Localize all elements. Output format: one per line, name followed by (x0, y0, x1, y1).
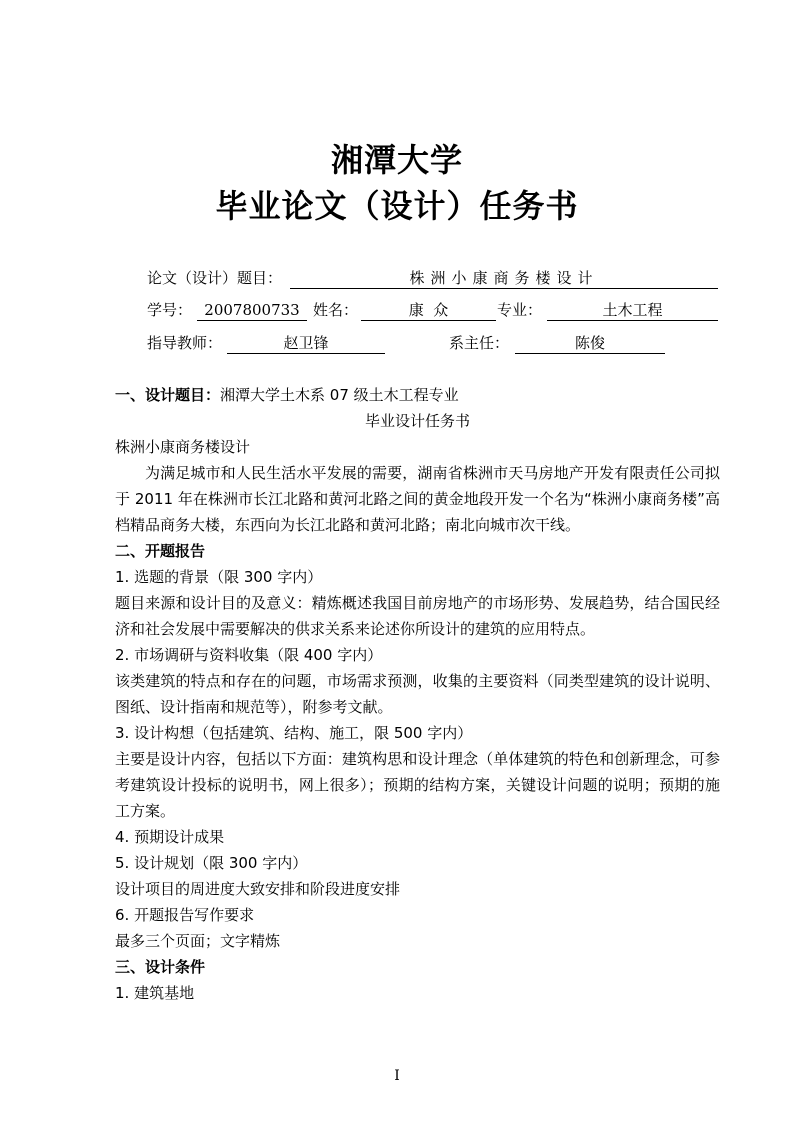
section-1-subtitle: 毕业设计任务书 (364, 412, 470, 430)
item-2-6-text: 最多三个页面；文字精炼 (115, 932, 281, 950)
item-2-3-text: 主要是设计内容，包括以下方面：建筑构思和设计理念（单体建筑的特色和创新理念，可参考建筑设计投标的说明书，网上很多）；预期的结构方案，关键设计问题的说明；预期的施工方案。 (115, 750, 720, 820)
section-1-project: 株洲小康商务楼设计 (115, 438, 251, 456)
student-info-line (147, 300, 722, 322)
item-2-1-text: 题目来源和设计目的及意义：精炼概述我国目前房地产的市场形势、发展趋势，结合国民经济和社会发展中需要解决的供求关系来论述你所设计的建筑的应用特点。 (115, 594, 720, 638)
major-value: 土木工程 (547, 300, 718, 321)
item-2-5-text: 设计项目的周进度大致安排和阶段进度安排 (115, 880, 401, 898)
student-id-value: 2007800733 (197, 300, 307, 321)
name-value: 康 众 (361, 300, 496, 321)
university-title: 湘潭大学 (330, 141, 463, 179)
advisor-line (147, 333, 722, 355)
section-2-heading: 二、开题报告 (115, 542, 206, 560)
topic-value: 株洲小康商务楼设计 (290, 268, 718, 289)
section-1-paragraph: 为满足城市和人民生活水平发展的需要，湖南省株洲市天马房地产开发有限责任公司拟于 2011 年在株洲市长江北路和黄河北路之间的黄金地段开发一个名为“株洲小康商务楼”高档精品商务大楼，东西向为长江北路和黄河北路；南北向城市次干线。 (115, 464, 720, 534)
item-2-1-title: 1. 选题的背景（限 300 字内） (115, 568, 323, 586)
page-number: I (394, 1068, 400, 1084)
topic-label: 论文（设计）题目： (147, 269, 283, 287)
advisor-label: 指导教师： (147, 334, 223, 352)
major-label: 专业： (497, 301, 543, 319)
advisor-value: 赵卫锋 (227, 333, 385, 354)
section-1-heading-rest: 湘潭大学土木系 07 级土木工程专业 (220, 386, 459, 404)
item-2-6-title: 6. 开题报告写作要求 (115, 906, 255, 924)
section-3-heading: 三、设计条件 (115, 958, 206, 976)
item-3-1-title: 1. 建筑基地 (115, 984, 195, 1002)
item-2-2-title: 2. 市场调研与资料收集（限 400 字内） (115, 646, 383, 664)
task-body (115, 382, 720, 1006)
director-label: 系主任： (449, 334, 510, 352)
section-1-heading-line (115, 382, 720, 408)
item-2-4-title: 4. 预期设计成果 (115, 828, 225, 846)
topic-field (147, 268, 722, 290)
item-2-2-text: 该类建筑的特点和存在的问题，市场需求预测，收集的主要资料（同类型建筑的设计说明、图纸、设计指南和规范等），附参考文献。 (115, 672, 720, 716)
item-2-3-title: 3. 设计构想（包括建筑、结构、施工，限 500 字内） (115, 724, 473, 742)
document-title: 毕业论文（设计）任务书 (215, 187, 579, 225)
section-1-heading: 一、设计题目： (115, 386, 221, 404)
name-label: 姓名： (313, 301, 359, 319)
director-value: 陈俊 (515, 333, 665, 354)
item-2-5-title: 5. 设计规划（限 300 字内） (115, 854, 308, 872)
student-id-label: 学号： (147, 301, 193, 319)
